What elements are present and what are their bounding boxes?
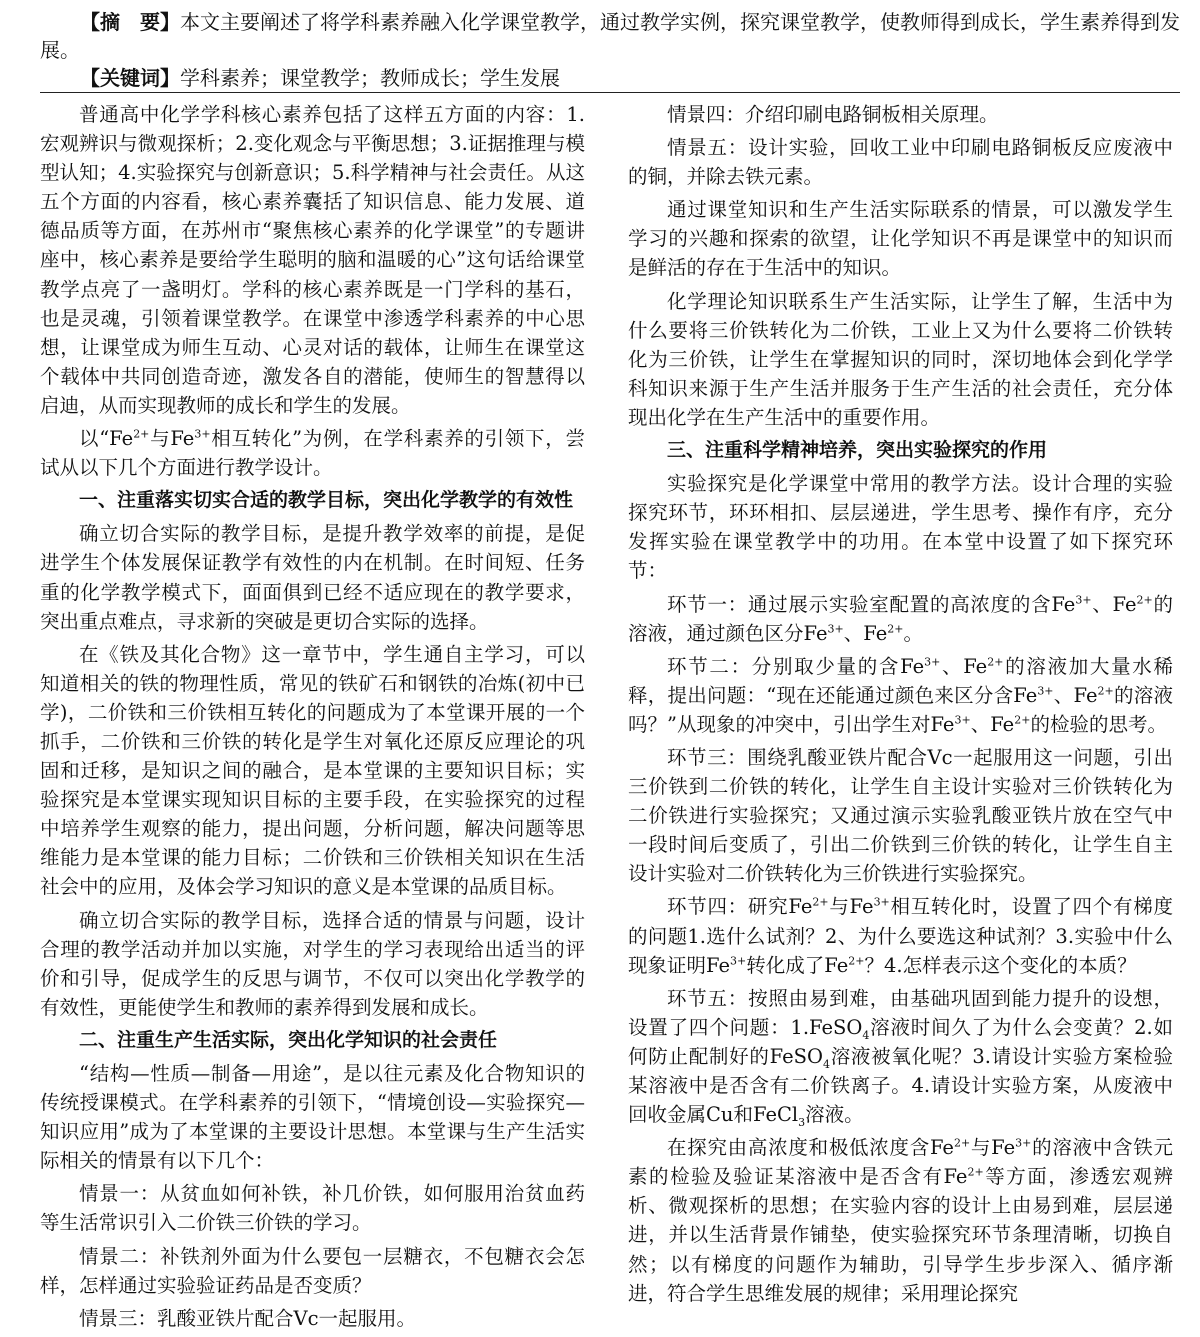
abstract-text: 本文主要阐述了将学科素养融入化学课堂教学，通过教学实例，探究课堂教学，使教师得到成长，学生素养得到发展。 bbox=[40, 10, 1180, 62]
abstract-label: 【摘 要】 bbox=[80, 10, 180, 34]
article-header bbox=[40, 8, 1180, 92]
paragraph: “结构—性质—制备—用途”，是以往元素及化合物知识的传统授课模式。在学科素养的引领下，“情境创设—实验探究—知识应用”成为了本堂课的主要设计思想。本堂课与生产生活实际相关的情景有以下几个： bbox=[40, 1062, 585, 1173]
left-column bbox=[40, 100, 585, 1337]
paragraph: 以“$Fe^{2+}$与$Fe^{3+}$相互转化”为例，在学科素养的引领下，尝试从以下几个方面进行教学设计。 bbox=[40, 427, 585, 480]
paragraph: 在探究由高浓度和极低浓度含$Fe^{2+}$与$Fe^{3+}$的溶液中含铁元素的检验及验证某溶液中是否含有$Fe^{2+}$等方面，渗透宏观辨析、微观探析的思想；在实验内容的设计上由易到难，层层递进，并以生活背景作铺垫，使实验探究环节条理清晰，切换自然；以有梯度的问题作为辅助，引导学生步步深入、循序渐进，符合学生思维发展的规律；采用理论探究 bbox=[628, 1136, 1173, 1305]
keywords-label: 【关键词】 bbox=[80, 66, 180, 90]
paragraph: 通过课堂知识和生产生活实际联系的情景，可以激发学生学习的兴趣和探索的欲望，让化学知识不再是课堂中的知识而是鲜活的存在于生活中的知识。 bbox=[628, 198, 1173, 280]
paragraph: 化学理论知识联系生产生活实际，让学生了解，生活中为什么要将三价铁转化为二价铁，工业上又为什么要将二价铁转化为三价铁，让学生在掌握知识的同时，深切地体会到化学学科知识来源于生产生活并服务于生产生活的社会责任，充分体现出化学在生产生活中的重要作用。 bbox=[628, 289, 1173, 429]
step-paragraph: 环节二：分别取少量的含$Fe^{3+}$、$Fe^{2+}$的溶液加大量水稀释，提出问题：“现在还能通过颜色来区分含$Fe^{3+}$、$Fe^{2+}$的溶液吗？”从现象的冲突中，引出学生对$Fe^{3+}$、$Fe^{2+}$的检验的思考。 bbox=[628, 654, 1173, 736]
keywords bbox=[80, 64, 1180, 92]
paragraph: 实验探究是化学课堂中常用的教学方法。设计合理的实验探究环节，环环相扣、层层递进，学生思考、操作有序，充分发挥实验在课堂教学中的功用。在本堂中设置了如下探究环节： bbox=[628, 472, 1173, 583]
section-heading: 一、注重落实切实合适的教学目标，突出化学教学的有效性 bbox=[79, 489, 574, 512]
abstract bbox=[40, 8, 1180, 64]
section-heading: 二、注重生产生活实际，突出化学知识的社会责任 bbox=[79, 1028, 498, 1051]
paragraph: 确立切合实际的教学目标，是提升教学效率的前提，是促进学生个体发展保证教学有效性的内在机制。在时间短、任务重的化学教学模式下，面面俱到已经不适应现在的教学要求，突出重点难点，寻求新的突破是更切合实际的选择。 bbox=[40, 522, 585, 633]
step-paragraph: 环节一：通过展示实验室配置的高浓度的含$Fe^{3+}$、$Fe^{2+}$的溶液，通过颜色区分$Fe^{3+}$、$Fe^{2+}$。 bbox=[628, 592, 1173, 645]
paragraph: 在《铁及其化合物》这一章节中，学生通自主学习，可以知道相关的铁的物理性质，常见的铁矿石和钢铁的冶炼(初中已学)，二价铁和三价铁相互转化的问题成为了本堂课开展的一个抓手，二价铁和三价铁的转化是学生对氧化还原反应理论的巩固和迁移，是知识之间的融合，是本堂课的主要知识目标；实验探究是本堂课实现知识目标的主要手段，在实验探究的过程中培养学生观察的能力，提出问题，分析问题，解决问题等思维能力是本堂课的能力目标；二价铁和三价铁相关知识在生活社会中的应用，及体会学习知识的意义是本堂课的品质目标。 bbox=[40, 642, 585, 899]
paragraph: 普通高中化学学科核心素养包括了这样五方面的内容：1.宏观辨识与微观探析；2.变化观念与平衡思想；3.证据推理与模型认知；4.实验探究与创新意识；5.科学精神与社会责任。从这五个方面的内容看，核心素养囊括了知识信息、能力发展、道德品质等方面，在苏州市“聚焦核心素养的化学课堂”的专题讲座中，核心素养是要给学生聪明的脑和温暖的心”这句话给课堂教学点亮了一盏明灯。学科的核心素养既是一门学科的基石，也是灵魂，引领着课堂教学。在课堂中渗透学科素养的中心思想，让课堂成为师生互动、心灵对话的载体，让师生在课堂这个载体中共同创造奇迹，激发各自的潜能，使师生的智慧得以启迪，从而实现教师的成长和学生的发展。 bbox=[40, 103, 585, 417]
step-paragraph: 环节三：围绕乳酸亚铁片配合Vc一起服用这一问题，引出三价铁到二价铁的转化，让学生自主设计实验对三价铁转化为二价铁进行实验探究；又通过演示实验乳酸亚铁片放在空气中一段时间后变质了，引出二价铁到三价铁的转化，让学生自主设计实验对二价铁转化为三价铁进行实验探究。 bbox=[628, 745, 1173, 886]
section-heading: 三、注重科学精神培养，突出实验探究的作用 bbox=[667, 439, 1048, 462]
step-paragraph: 环节四：研究$Fe^{2+}$与$Fe^{3+}$相互转化时，设置了四个有梯度的问题1.选什么试剂？2、为什么要选这种试剂？3.实验中什么现象证明$Fe^{3+}$转化成了$Fe^{2+}$？4.怎样表示这个变化的本质？ bbox=[628, 895, 1173, 977]
paragraph: 情景二：补铁剂外面为什么要包一层糖衣，不包糖衣会怎样，怎样通过实验验证药品是否变质？ bbox=[40, 1244, 585, 1297]
keywords-text: 学科素养；课堂教学；教师成长；学生发展 bbox=[180, 66, 560, 90]
paragraph: 情景四：介绍印刷电路铜板相关原理。 bbox=[667, 103, 999, 126]
step-paragraph: 环节五：按照由易到难，由基础巩固到能力提升的设想，设置了四个问题：1.FeSO$_4$溶液时间久了为什么会变黄？2.如何防止配制好的FeSO$_4$溶液被氧化呢？3.请设计实验方案检验某溶液中是否含有二价铁离子。4.请设计实验方案，从废液中回收金属Cu和FeCl$_3$溶液。 bbox=[628, 986, 1173, 1129]
paragraph: 情景一：从贫血如何补铁，补几价铁，如何服用治贫血药等生活常识引入二价铁三价铁的学习。 bbox=[40, 1182, 585, 1235]
paragraph: 情景五：设计实验，回收工业中印刷电路铜板反应废液中的铜，并除去铁元素。 bbox=[628, 136, 1173, 189]
paragraph: 情景三：乳酸亚铁片配合Vc一起服用。 bbox=[79, 1306, 417, 1330]
paragraph: 确立切合实际的教学目标，选择合适的情景与问题，设计合理的教学活动并加以实施，对学生的学习表现给出适当的评价和引导，促成学生的反思与调节，不仅可以突出化学教学的有效性，更能使学生和教师的素养得到发展和成长。 bbox=[40, 908, 585, 1019]
right-column bbox=[628, 100, 1173, 1312]
header-divider bbox=[40, 92, 1180, 93]
